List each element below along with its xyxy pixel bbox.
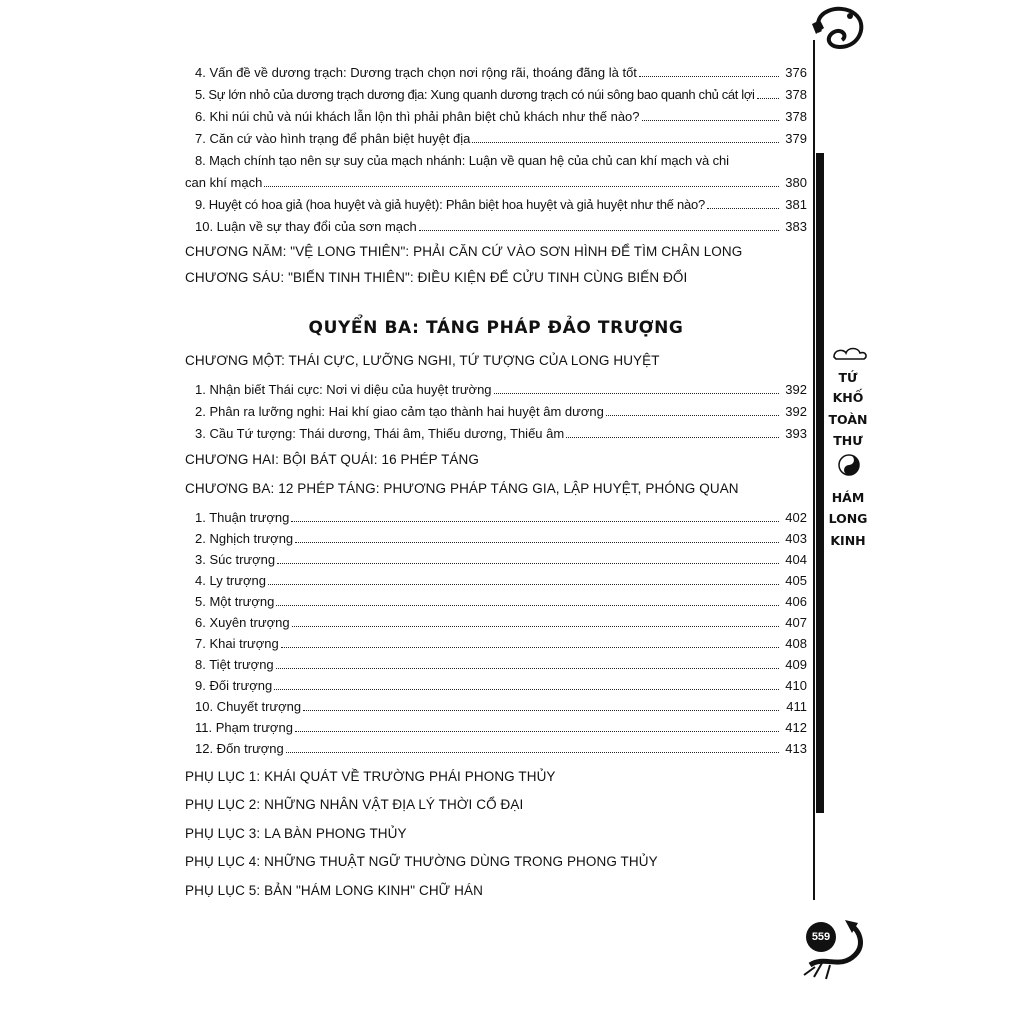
toc-entry: 3. Cầu Tứ tượng: Thái dương, Thái âm, Thiếu dương, Thiếu âm 393 <box>195 426 807 441</box>
toc-entry: 7. Khai trượng 408 <box>195 636 807 651</box>
toc-entry: 12. Đốn trượng 413 <box>195 741 807 756</box>
toc-entry: 10. Chuyết trượng 411 <box>195 699 807 714</box>
toc-entry: 7. Căn cứ vào hình trạng để phân biệt huyệt địa 379 <box>195 131 807 146</box>
yin-yang-icon <box>838 454 860 476</box>
chapter-heading: CHƯƠNG SÁU: "BIẾN TINH THIÊN": ĐIỀU KIỆN ĐỂ CỬU TINH CÙNG BIẾN ĐỔI <box>185 270 688 285</box>
appendix-heading: PHỤ LỤC 1: KHÁI QUÁT VỀ TRƯỜNG PHÁI PHONG THỦY <box>185 769 556 784</box>
cloud-icon <box>830 343 870 363</box>
chapter-heading: CHƯƠNG HAI: BỘI BÁT QUÁI: 16 PHÉP TÁNG <box>185 452 479 467</box>
toc-entry: 4. Vấn đề về dương trạch: Dương trạch chọn nơi rộng rãi, thoáng đãng là tốt 376 <box>195 65 807 80</box>
toc-entry: 9. Huyệt có hoa giả (hoa huyệt và giả huyệt): Phân biệt hoa huyệt và giả huyệt như thế nào? 381 <box>195 197 807 212</box>
toc-entry: 1. Thuận trượng 402 <box>195 510 807 525</box>
side-title-line: HÁM <box>831 490 865 505</box>
appendix-heading: PHỤ LỤC 2: NHỮNG NHÂN VẬT ĐỊA LÝ THỜI CỔ ĐẠI <box>185 797 524 812</box>
margin-rule <box>813 40 815 900</box>
toc-entry: 3. Súc trượng 404 <box>195 552 807 567</box>
toc-entry: 5. Sự lớn nhỏ của dương trạch dương địa: Xung quanh dương trạch có núi sông bao quanh chủ cát lợi 378 <box>195 87 807 102</box>
toc-entry: 5. Một trượng 406 <box>195 594 807 609</box>
page-number: 559 <box>806 922 836 952</box>
chapter-heading: CHƯƠNG MỘT: THÁI CỰC, LƯỠNG NGHI, TỨ TƯỢNG CỦA LONG HUYỆT <box>185 353 660 368</box>
appendix-heading: PHỤ LỤC 5: BẢN "HÁM LONG KINH" CHỮ HÁN <box>185 883 483 898</box>
toc-entry: 2. Nghịch trượng 403 <box>195 531 807 546</box>
dragon-icon <box>790 2 870 62</box>
toc-entry: 10. Luận về sự thay đổi của sơn mạch 383 <box>195 219 807 234</box>
chapter-heading: CHƯƠNG BA: 12 PHÉP TÁNG: PHƯƠNG PHÁP TÁNG GIA, LẬP HUYỆT, PHÓNG QUAN <box>185 481 739 496</box>
side-title-line: TỨ <box>838 370 858 385</box>
toc-entry: 9. Đối trượng 410 <box>195 678 807 693</box>
appendix-heading: PHỤ LỤC 4: NHỮNG THUẬT NGỮ THƯỜNG DÙNG TRONG PHONG THỦY <box>185 854 658 869</box>
chapter-heading: CHƯƠNG NĂM: "VỆ LONG THIÊN": PHẢI CĂN CỨ VÀO SƠN HÌNH ĐỂ TÌM CHÂN LONG <box>185 244 743 259</box>
toc-entry: 6. Xuyên trượng 407 <box>195 615 807 630</box>
toc-entry: 6. Khi núi chủ và núi khách lẫn lộn thì phải phân biệt chủ khách như thế nào? 378 <box>195 109 807 124</box>
side-title-line: LONG <box>828 511 868 526</box>
side-title-line: TOÀN <box>828 412 868 427</box>
toc-entry: 2. Phân ra lưỡng nghi: Hai khí giao cảm tạo thành hai huyệt âm dương 392 <box>195 404 807 419</box>
side-title-line: KHỐ <box>832 390 864 405</box>
toc-entry: 1. Nhận biết Thái cực: Nơi vi diệu của huyệt trường 392 <box>195 382 807 397</box>
toc-entry: 8. Mạch chính tạo nên sự suy của mạch nhánh: Luận về quan hệ của chủ can khí mạch và chi can khí mạch 380 <box>185 153 807 190</box>
side-title-line: THƯ <box>833 433 863 448</box>
book-title: QUYỂN BA: TÁNG PHÁP ĐẢO TRƯỢNG <box>308 318 684 338</box>
margin-bar <box>816 153 824 813</box>
toc-entry: 4. Ly trượng 405 <box>195 573 807 588</box>
side-title-line: KINH <box>830 533 866 548</box>
appendix-heading: PHỤ LỤC 3: LA BÀN PHONG THỦY <box>185 826 407 841</box>
toc-entry: 8. Tiệt trượng 409 <box>195 657 807 672</box>
toc-entry: 11. Phạm trượng 412 <box>195 720 807 735</box>
